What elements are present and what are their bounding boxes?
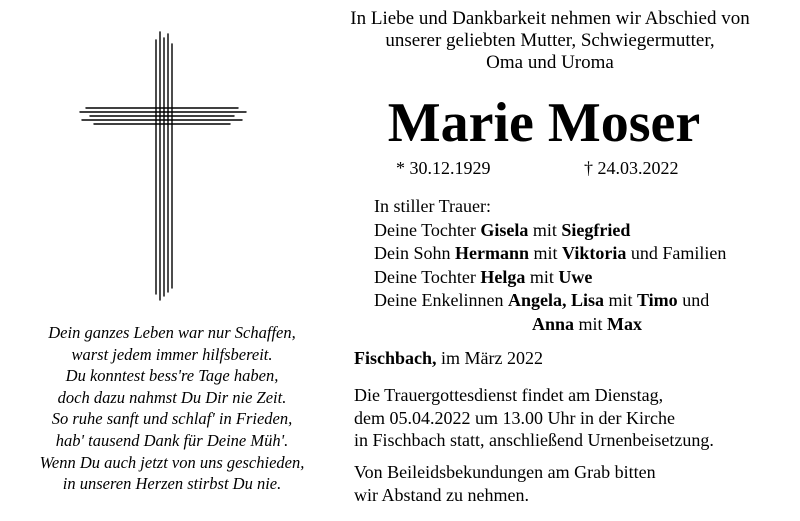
mourner-row [374,219,794,243]
connector-text: mit [574,313,608,334]
partner-name: Timo [637,290,678,310]
connector-text: mit [525,266,559,287]
poem-line: So ruhe sanft und schlaf' in Frieden, [51,409,293,429]
service-info [354,384,714,452]
deceased-name: Marie Moser [387,92,701,154]
place-date [354,346,543,370]
mourner-name: Hermann [455,243,529,263]
connector-text: mit [528,219,562,240]
relation-label: Deine Tochter [374,219,481,240]
mourner-name: Anna [532,313,575,334]
mourner-name: Gisela [480,219,529,240]
intro-line: unserer geliebten Mutter, Schwiegermutter, [385,30,715,51]
mourners-heading: In stiller Trauer: [374,196,491,216]
mourner-name: Helga [480,266,526,287]
partner-name: Viktoria [562,243,627,263]
poem-line: Wenn Du auch jetzt von uns geschieden, [39,452,305,472]
relation-label: Deine Tochter [374,266,481,287]
connector-text: mit [603,290,637,310]
mourner-row [374,266,794,290]
service-line: Die Trauergottesdienst findet am Dienstag, [354,385,664,405]
relation-label: Deine Enkelinnen [374,290,508,310]
birth-date: * 30.12.1929 [396,158,491,178]
condolence-note [354,461,656,506]
mourner-row [374,313,794,337]
mourners-list [374,195,794,336]
partner-name: Siegfried [561,219,631,240]
death-date: † 24.03.2022 [584,158,679,178]
service-line: dem 05.04.2022 um 13.00 Uhr in der Kirche [354,407,675,428]
poem [8,322,336,495]
intro-line: Oma und Uroma [486,52,614,73]
place-name: Fischbach, [354,348,437,368]
mourner-row [374,242,794,266]
poem-line: hab' tausend Dank für Deine Müh'. [55,430,289,450]
partner-name: Uwe [558,266,593,287]
suffix-text: und Familien [626,243,727,263]
poem-line: doch dazu nahmst Du Dir nie Zeit. [57,387,287,407]
mourner-row [374,289,794,313]
intro-text [300,8,800,74]
poem-line: in unseren Herzen stirbst Du nie. [62,474,282,494]
connector-text: mit [529,243,563,263]
service-line: in Fischbach statt, anschließend Urnenbeisetzung. [354,430,714,450]
condolence-line: Von Beileidsbekundungen am Grab bitten [354,462,656,482]
intro-line: In Liebe und Dankbarkeit nehmen wir Abschied von [350,8,750,29]
poem-line: warst jedem immer hilfsbereit. [71,344,273,364]
condolence-line: wir Abstand zu nehmen. [354,484,529,505]
poem-line: Dein ganzes Leben war nur Schaffen, [48,323,296,342]
partner-name: Max [607,313,643,334]
suffix-text: und [677,290,710,310]
poem-line: Du konntest bess're Tage haben, [65,366,279,386]
mourner-name: Angela, Lisa [507,290,604,310]
cross-icon [78,30,248,305]
relation-label: Dein Sohn [374,243,455,263]
place-date-text: im März 2022 [436,348,543,368]
